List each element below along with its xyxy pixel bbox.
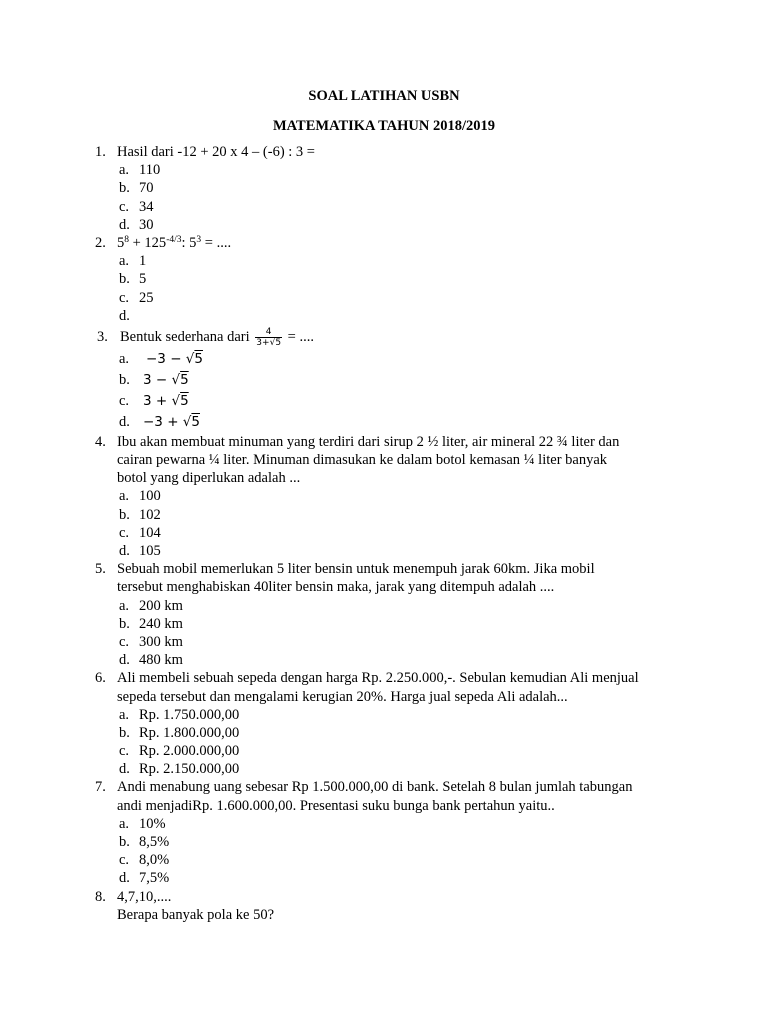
question-text: Hasil dari -12 + 20 x 4 – (-6) : 3 = (117, 144, 315, 160)
expr-part: = .... (287, 328, 314, 345)
question-text: cairan pewarna ¼ liter. Minuman dimasukan ke dalam botol kemasan ¼ liter banyak (117, 452, 608, 469)
option-letter: b. (119, 271, 130, 288)
expr-part: 3+ (256, 338, 270, 349)
option-text: 100 (139, 488, 161, 505)
question-text: botol yang diperlukan adalah ... (117, 470, 301, 487)
question-text: Berapa banyak pola ke 50? (117, 906, 275, 923)
radicand: 5 (194, 350, 203, 367)
question-6 (0, 669, 768, 687)
option-item (0, 349, 768, 370)
option-item (0, 615, 768, 633)
option-item (0, 833, 768, 851)
option-text: Rp. 2.150.000,00 (139, 761, 240, 778)
question-text: andi menjadiRp. 1.600.000,00. Presentasi suku bunga bank pertahun yaitu.. (117, 797, 555, 814)
expr-part: 5 (117, 234, 125, 251)
question-7 (0, 778, 768, 796)
document-title: SOAL LATIHAN USBN (308, 88, 460, 104)
option-item (0, 724, 768, 742)
expr-part: Bentuk sederhana dari (120, 328, 250, 345)
option-item (0, 161, 768, 179)
option-text (143, 391, 189, 412)
question-text: 4,7,10,.... (117, 888, 172, 905)
option-letter: a. (119, 162, 130, 179)
option-text: 240 km (139, 615, 183, 632)
option-letter: a. (119, 815, 130, 832)
expr-part: : 5 (181, 234, 197, 251)
option-letter: c. (119, 633, 130, 650)
option-item (0, 869, 768, 887)
option-text: 1 (139, 253, 147, 270)
option-text: Rp. 1.750.000,00 (139, 706, 240, 723)
option-text (143, 412, 200, 433)
question-1 (0, 143, 768, 161)
question-number: 5. (95, 561, 106, 578)
option-letter: d. (119, 761, 130, 778)
option-text (143, 370, 189, 391)
option-letter: b. (119, 724, 130, 741)
expr-part: = .... (201, 234, 232, 251)
option-item (0, 506, 768, 524)
option-letter: d. (119, 870, 130, 887)
option-text: 30 (139, 216, 154, 233)
option-item (0, 706, 768, 724)
option-item (0, 597, 768, 615)
question-text-line (0, 906, 768, 924)
option-text: 110 (139, 162, 161, 179)
option-text: Rp. 2.000.000,00 (139, 743, 240, 760)
option-text: 200 km (139, 597, 183, 614)
option-item (0, 391, 768, 412)
option-text: 104 (139, 524, 161, 541)
question-5 (0, 560, 768, 578)
option-letter: b. (119, 180, 130, 197)
radicand: 5 (275, 338, 282, 349)
option-letter: c. (119, 289, 130, 306)
option-letter: a. (119, 597, 130, 614)
question-text: tersebut menghabiskan 40liter bensin maka, jarak yang ditempuh adalah .... (117, 579, 555, 596)
expr-part: + 125 (129, 234, 167, 251)
question-text: sepeda tersebut dan mengalami kerugian 20%. Harga jual sepeda Ali adalah... (117, 688, 568, 705)
question-text-line (0, 469, 768, 487)
question-number: 7. (95, 779, 106, 796)
question-4 (0, 433, 768, 451)
option-letter: d. (119, 543, 130, 559)
question-text-line (0, 578, 768, 596)
expr-part: −3 − √ (146, 350, 195, 367)
option-text: 7,5% (139, 870, 170, 887)
question-text (117, 234, 231, 252)
question-text-line (0, 797, 768, 815)
option-item (0, 760, 768, 778)
option-item (0, 198, 768, 216)
option-item (0, 633, 768, 651)
option-letter: b. (119, 615, 130, 632)
option-letter: a. (119, 253, 130, 270)
option-item (0, 252, 768, 270)
question-number: 1. (95, 144, 106, 160)
option-item (0, 307, 768, 325)
option-letter: c. (119, 524, 130, 541)
option-text: 105 (139, 543, 161, 559)
option-letter: b. (119, 506, 130, 523)
option-item (0, 179, 768, 197)
option-letter: a. (119, 488, 130, 505)
option-item (0, 524, 768, 542)
option-letter: c. (119, 743, 130, 760)
radicand: 5 (191, 413, 200, 430)
option-text: 102 (139, 506, 161, 523)
expr-part: 3 − √ (143, 371, 181, 388)
option-text: Rp. 1.800.000,00 (139, 724, 240, 741)
document-subtitle: MATEMATIKA TAHUN 2018/2019 (272, 118, 496, 134)
option-item (0, 270, 768, 288)
question-number: 2. (95, 234, 106, 251)
option-text: 480 km (139, 652, 183, 669)
question-text-line (0, 688, 768, 706)
option-item (0, 289, 768, 307)
question-text: Andi menabung uang sebesar Rp 1.500.000,00 di bank. Setelah 8 bulan jumlah tabungan (117, 779, 633, 796)
question-number: 4. (95, 433, 106, 450)
option-item (0, 651, 768, 669)
exponent: 8 (124, 234, 129, 245)
option-letter: a. (119, 706, 130, 723)
question-text: Sebuah mobil memerlukan 5 liter bensin untuk menempuh jarak 60km. Jika mobil (117, 561, 595, 578)
question-list (0, 143, 768, 924)
option-item (0, 851, 768, 869)
expr-part: 3 + √ (143, 392, 181, 409)
option-text: 25 (139, 289, 154, 306)
question-text: Ali membeli sebuah sepeda dengan harga Rp. 2.250.000,-. Sebulan kemudian Ali menjual (117, 670, 639, 687)
fraction-denominator: 3+√5 (256, 338, 282, 349)
question-number: 6. (95, 670, 106, 687)
option-letter: b. (119, 371, 130, 388)
radicand: 5 (180, 392, 189, 409)
question-8 (0, 888, 768, 906)
option-item (0, 487, 768, 505)
option-item (0, 742, 768, 760)
question-3 (0, 325, 768, 349)
exponent: -4/3 (166, 234, 182, 245)
question-2 (0, 234, 768, 252)
option-item (0, 412, 768, 433)
fraction (255, 327, 282, 348)
option-letter: d. (119, 307, 130, 324)
question-number: 8. (95, 888, 106, 905)
option-text (146, 349, 203, 370)
option-item (0, 542, 768, 560)
option-letter: d. (119, 652, 130, 669)
question-text-line (0, 451, 768, 469)
fraction-numerator: 4 (265, 327, 272, 338)
option-letter: a. (119, 350, 130, 367)
option-letter: c. (119, 852, 130, 869)
option-text: 70 (139, 180, 154, 197)
option-item (0, 370, 768, 391)
option-text: 5 (139, 271, 147, 288)
expr-part: −3 + √ (143, 413, 192, 430)
question-text (120, 325, 314, 349)
option-text: 34 (139, 198, 154, 215)
option-letter: d. (119, 216, 130, 233)
question-number: 3. (97, 328, 108, 345)
option-text: 300 km (139, 633, 183, 650)
radicand: 5 (180, 371, 189, 388)
option-text: 8,5% (139, 834, 170, 850)
option-text: 10% (139, 815, 166, 832)
option-letter: d. (119, 413, 130, 430)
exponent: 3 (196, 234, 202, 245)
option-item (0, 815, 768, 833)
option-item (0, 216, 768, 234)
option-letter: b. (119, 834, 130, 850)
question-text: Ibu akan membuat minuman yang terdiri dari sirup 2 ½ liter, air mineral 22 ¾ liter dan (117, 433, 620, 450)
option-text: 8,0% (139, 852, 170, 869)
option-letter: c. (119, 392, 130, 409)
option-letter: c. (119, 198, 130, 215)
